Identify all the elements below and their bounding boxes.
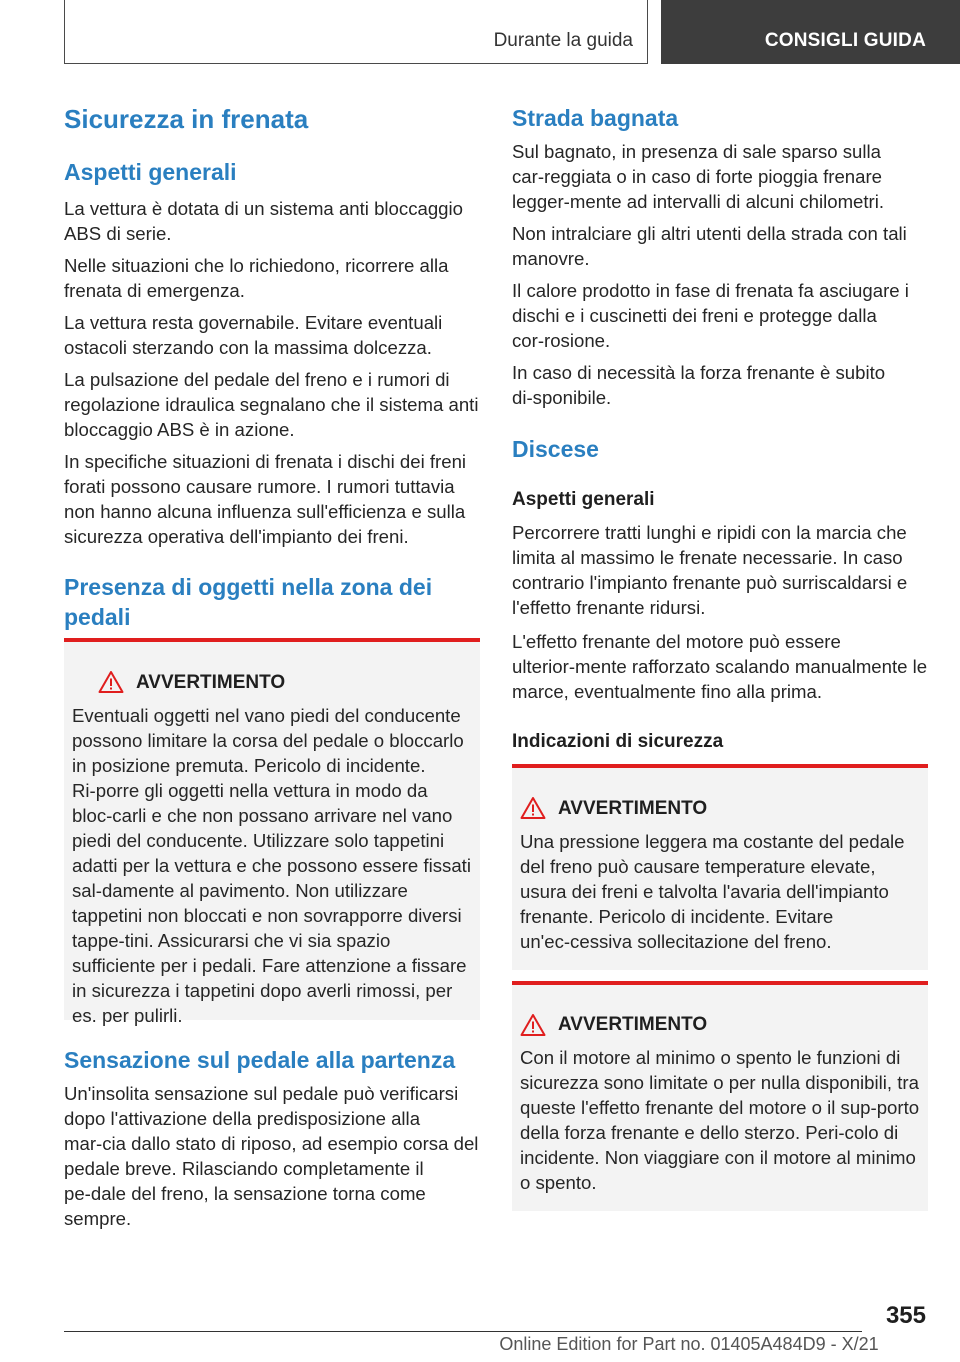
warning-title: AVVERTIMENTO [558, 798, 708, 819]
wet-road-heading: Strada bagnata [512, 105, 679, 131]
warning-box-engine-idle [512, 981, 928, 1211]
page-title: Sicurezza in frenata [64, 104, 309, 134]
header-section-label: Durante la guida [493, 30, 633, 51]
warning-triangle-icon [98, 670, 124, 694]
warning-box-brake-pressure [512, 764, 928, 970]
paragraph-wet-braking: Sul bagnato, in presenza di sale sparso sulla car‑reggiata o in caso di forte pioggia frenare legger‑mente ad intervalli di alcuni chilometri. [512, 141, 885, 212]
footer-edition: Online Edition for Part no. 01405A484D9 - X/21 [499, 1334, 879, 1354]
footer-divider [64, 1331, 862, 1332]
descents-subheading: Aspetti generali [512, 489, 655, 510]
general-heading: Aspetti generali [64, 159, 237, 185]
paragraph-wet-force: In caso di necessità la forza frenante è subito di‑sponibile. [512, 362, 886, 408]
paragraph-descents-engine: L'effetto frenante del motore può essere ulterior‑mente rafforzato scalando manualmente le marce, eventualmente fino alla prima. [512, 631, 928, 702]
paragraph-noise: In specifiche situazioni di frenata i dischi dei freni forati possono causare rumore. I rumori tuttavia non hanno alcuna influenza sull'efficienza e sulla sicurezza operativa dell'impianto dei freni. [64, 451, 467, 547]
warning-title: AVVERTIMENTO [136, 672, 286, 693]
paragraph-abs: La vettura è dotata di un sistema anti bloccaggio ABS di serie. [64, 198, 463, 244]
safety-heading: Indicazioni di sicurezza [512, 731, 724, 752]
header-section-tab [64, 0, 648, 64]
paragraph-steering: La vettura resta governabile. Evitare eventuali ostacoli sterzando con la massima dolcezza. [64, 312, 443, 358]
paragraph-emergency: Nelle situazioni che lo richiedono, ricorrere alla frenata di emergenza. [64, 255, 449, 301]
pedal-heading: Sensazione sul pedale alla partenza [64, 1047, 456, 1073]
descents-heading: Discese [512, 436, 599, 462]
paragraph-pulsation: La pulsazione del pedale del freno e i rumori di regolazione idraulica segnalano che il sistema anti bloccaggio ABS è in azione. [64, 369, 479, 440]
warning-triangle-icon [520, 796, 546, 820]
warning-title: AVVERTIMENTO [558, 1014, 708, 1035]
warning-text: Una pressione leggera ma costante del pedale del freno può causare temperature elevate, usura dei freni e talvolta l'avaria dell'impianto frenante. Pericolo di incidente. Evitare un'ec‑cessiva sollecitazione del freno. [520, 831, 905, 952]
header-chapter-tab [661, 0, 960, 64]
paragraph-descents-gear: Percorrere tratti lunghi e ripidi con la marcia che limita al massimo le frenate necessarie. In caso contrario l'impianto frenante può surriscaldarsi e l'effetto frenante ridursi. [512, 522, 908, 618]
header-chapter-label: CONSIGLI GUIDA [764, 30, 926, 51]
warning-text: Con il motore al minimo o spento le funzioni di sicurezza sono limitate o per nulla disponibili, tra queste l'effetto frenante del motore o il sup‑porto della forza frenante e dello sterzo. Peri‑colo di incidente. Non viaggiare con il motore al minimo o spento. [520, 1047, 920, 1193]
paragraph-wet-heat: Il calore prodotto in fase di frenata fa asciugare i dischi e i cuscinetti dei freni e protegge dalla cor‑rosione. [512, 280, 909, 351]
paragraph-wet-traffic: Non intralciare gli altri utenti della strada con tali manovre. [512, 223, 907, 269]
page-number: 355 [885, 1302, 926, 1329]
warning-text: Eventuali oggetti nel vano piedi del conducente possono limitare la corsa del pedale o bloccarlo in posizione premuta. Pericolo di incidente. Ri‑porre gli oggetti nella vettura in modo da bloc‑carli e che non possano arrivare nel vano piedi del conducente. Utilizzare solo tappetini adatti per la vettura e che possono essere fissati sal‑damente al pavimento. Non utilizzare tappetini non bloccati e non sovrapporre diversi tappe‑tini. Assicurarsi che vi sia spazio sufficiente per i pedali. Fare attenzione a fissare in sicurezza i tappetini dopo averli rimossi, per es. per pulirli. [72, 705, 471, 1026]
objects-heading: Presenza di oggetti nella zona dei pedali [64, 574, 433, 630]
warning-box-objects [64, 638, 480, 1026]
warning-triangle-icon [520, 1013, 546, 1037]
paragraph-pedal: Un'insolita sensazione sul pedale può verificarsi dopo l'attivazione della predisposizione alla mar‑cia dallo stato di riposo, ad esempio corsa del pedale breve. Rilasciando completamente il pe‑dale del freno, la sensazione torna come sempre. [64, 1083, 479, 1229]
